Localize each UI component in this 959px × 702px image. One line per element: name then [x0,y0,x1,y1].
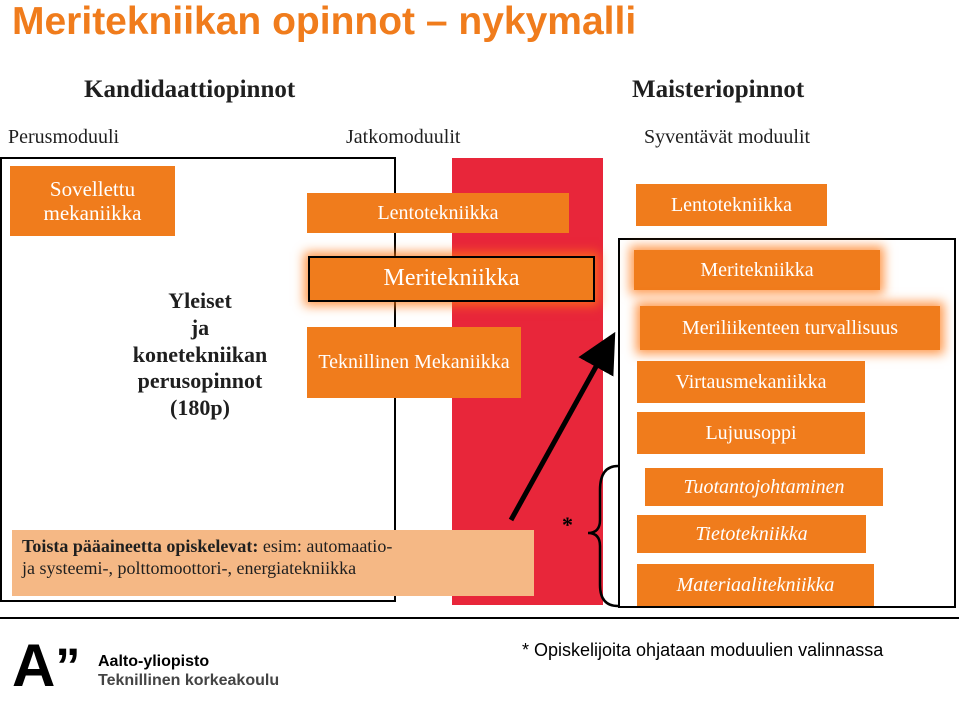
general-studies-line3: konetekniikan [132,341,268,367]
advanced-modules-label: Syventävät moduulit [644,126,811,148]
fluid-mechanics-label: Virtausmekaniikka [675,370,827,393]
basic-module-label: Perusmoduuli [8,126,120,148]
maritime-safety-label: Meriliikenteen turvallisuus [681,316,899,339]
other-major-line2: ja systeemi-, polttomoottori-, energiatekniikka [22,557,357,578]
bottom-divider [0,617,959,619]
continuation-modules-label: Jatkomoduulit [346,126,461,148]
materials-label: Materiaalitekniikka [676,573,835,596]
other-major-bold: Toista pääaineetta opiskelevat: [22,536,259,556]
footnote: * Opiskelijoita ohjataan moduulien valinnassa [522,640,884,660]
bachelor-header: Kandidaattiopinnot [84,76,296,103]
other-major-rest: esim: automaatio- [258,536,393,556]
production-label: Tuotantojohtaminen [683,475,845,498]
general-studies-line5: (180p) [170,395,230,421]
general-studies-line4: perusopinnot [137,368,263,394]
general-studies-line2: ja [190,314,210,340]
strength-label: Lujuusoppi [705,421,797,444]
general-studies-line1: Yleiset [168,288,232,313]
applied-mechanics-label: Sovellettu mekaniikka [43,176,142,225]
tech-mechanics-label: Teknillinen Mekaniikka [318,351,510,373]
aero-master-label: Lentotekniikka [670,193,793,216]
marine-bachelor-label: Meritekniikka [383,265,520,292]
page-title: Meritekniikan opinnot – nykymalli [12,0,637,43]
master-header: Maisteriopinnot [632,76,805,103]
aalto-logo-line2: Teknillinen korkeakoulu [98,672,280,690]
asterisk-mark: * [562,512,573,537]
aalto-logo-text [98,652,279,690]
aalto-logo-letter: A [12,632,56,699]
it-label: Tietotekniikka [695,522,808,545]
curly-brace [588,466,618,606]
aalto-logo-mark [12,632,81,699]
aalto-logo-quote: ” [55,638,81,694]
aalto-logo-line1: Aalto-yliopisto [98,653,210,670]
aero-bachelor-label: Lentotekniikka [377,201,499,224]
marine-master-label: Meritekniikka [700,258,814,281]
arrow-line [511,345,608,520]
